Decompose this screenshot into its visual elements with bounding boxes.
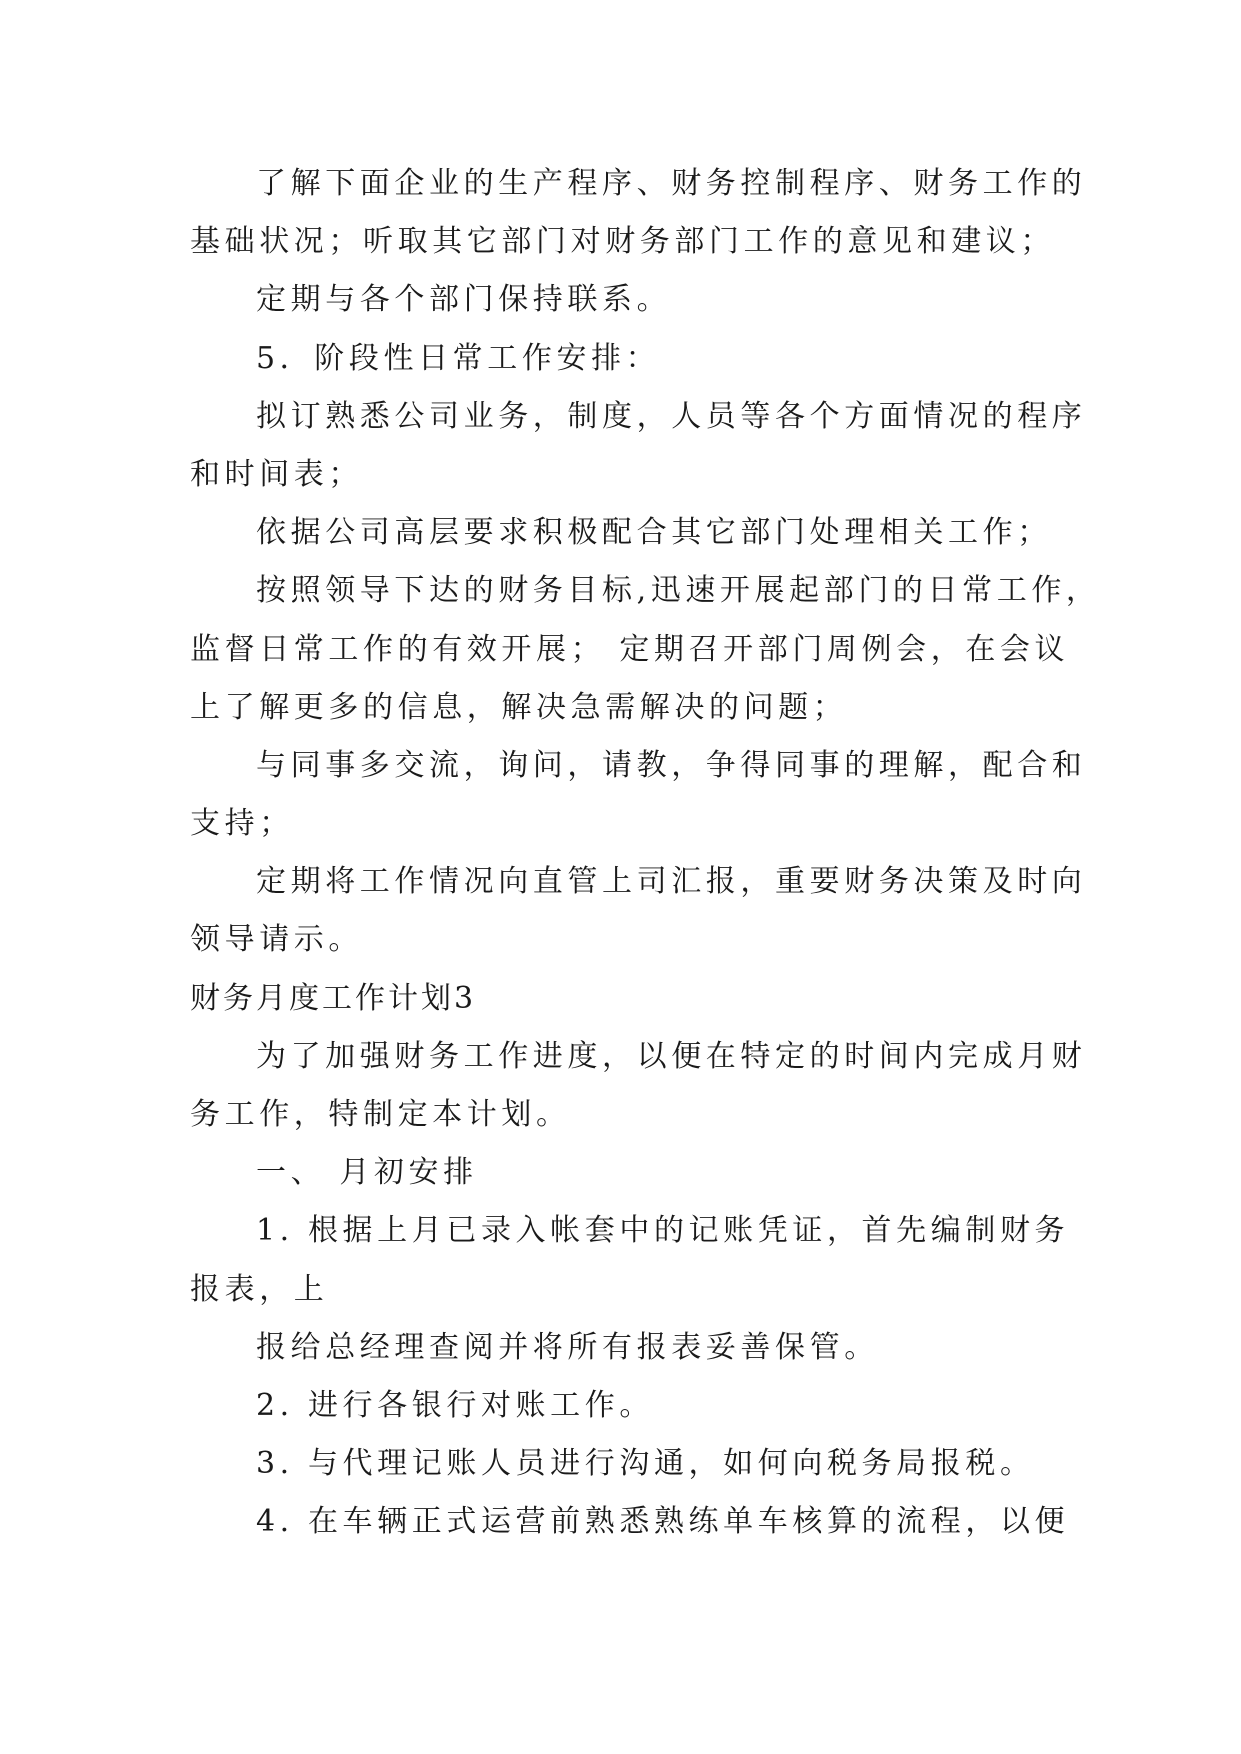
paragraph-line: 了解下面企业的生产程序、财务控制程序、财务工作的 (256, 166, 1087, 201)
paragraph-line: 领导请示。 (190, 922, 363, 958)
paragraph-line: 3. 与代理记账人员进行沟通，如何向税务局报税。 (256, 1446, 1035, 1482)
paragraph-line: 务工作，特制定本计划。 (190, 1097, 571, 1132)
paragraph-line: 1. 根据上月已录入帐套中的记账凭证，首先编制财务 (256, 1213, 1070, 1249)
paragraph-line: 4. 在车辆正式运营前熟悉熟练单车核算的流程，以便 (256, 1504, 1070, 1540)
paragraph-line: 定期与各个部门保持联系。 (256, 282, 672, 318)
paragraph-line: 一、 月初安排 (256, 1155, 478, 1191)
paragraph-line: 报表，上 (190, 1271, 329, 1307)
paragraph-line: 拟订熟悉公司业务，制度，人员等各个方面情况的程序 (256, 398, 1087, 434)
paragraph-line: 报给总经理查阅并将所有报表妥善保管。 (256, 1329, 879, 1365)
paragraph-line: 依据公司高层要求积极配合其它部门处理相关工作； (256, 515, 1052, 551)
document-body (190, 155, 1101, 1552)
paragraph-line: 为了加强财务工作进度，以便在特定的时间内完成月财 (256, 1038, 1087, 1074)
paragraph-line: 基础状况；听取其它部门对财务部门工作的意见和建议； (190, 224, 1055, 260)
paragraph-line: 定期将工作情况向直管上司汇报，重要财务决策及时向 (256, 864, 1087, 900)
paragraph-line: 监督日常工作的有效开展； 定期召开部门周例会，在会议 (190, 631, 1070, 667)
paragraph-line: 按照领导下达的财务目标,迅速开展起部门的日常工作， (256, 573, 1101, 609)
section-heading: 财务月度工作计划3 (190, 980, 477, 1016)
paragraph-line: 和时间表； (190, 456, 363, 492)
paragraph-line: 与同事多交流，询问，请教，争得同事的理解，配合和 (256, 747, 1087, 783)
paragraph-line: 2. 进行各银行对账工作。 (256, 1387, 654, 1423)
paragraph-line: 5．阶段性日常工作安排： (256, 340, 661, 376)
paragraph-line: 支持； (190, 806, 294, 842)
paragraph-line: 上了解更多的信息，解决急需解决的问题； (190, 689, 848, 725)
